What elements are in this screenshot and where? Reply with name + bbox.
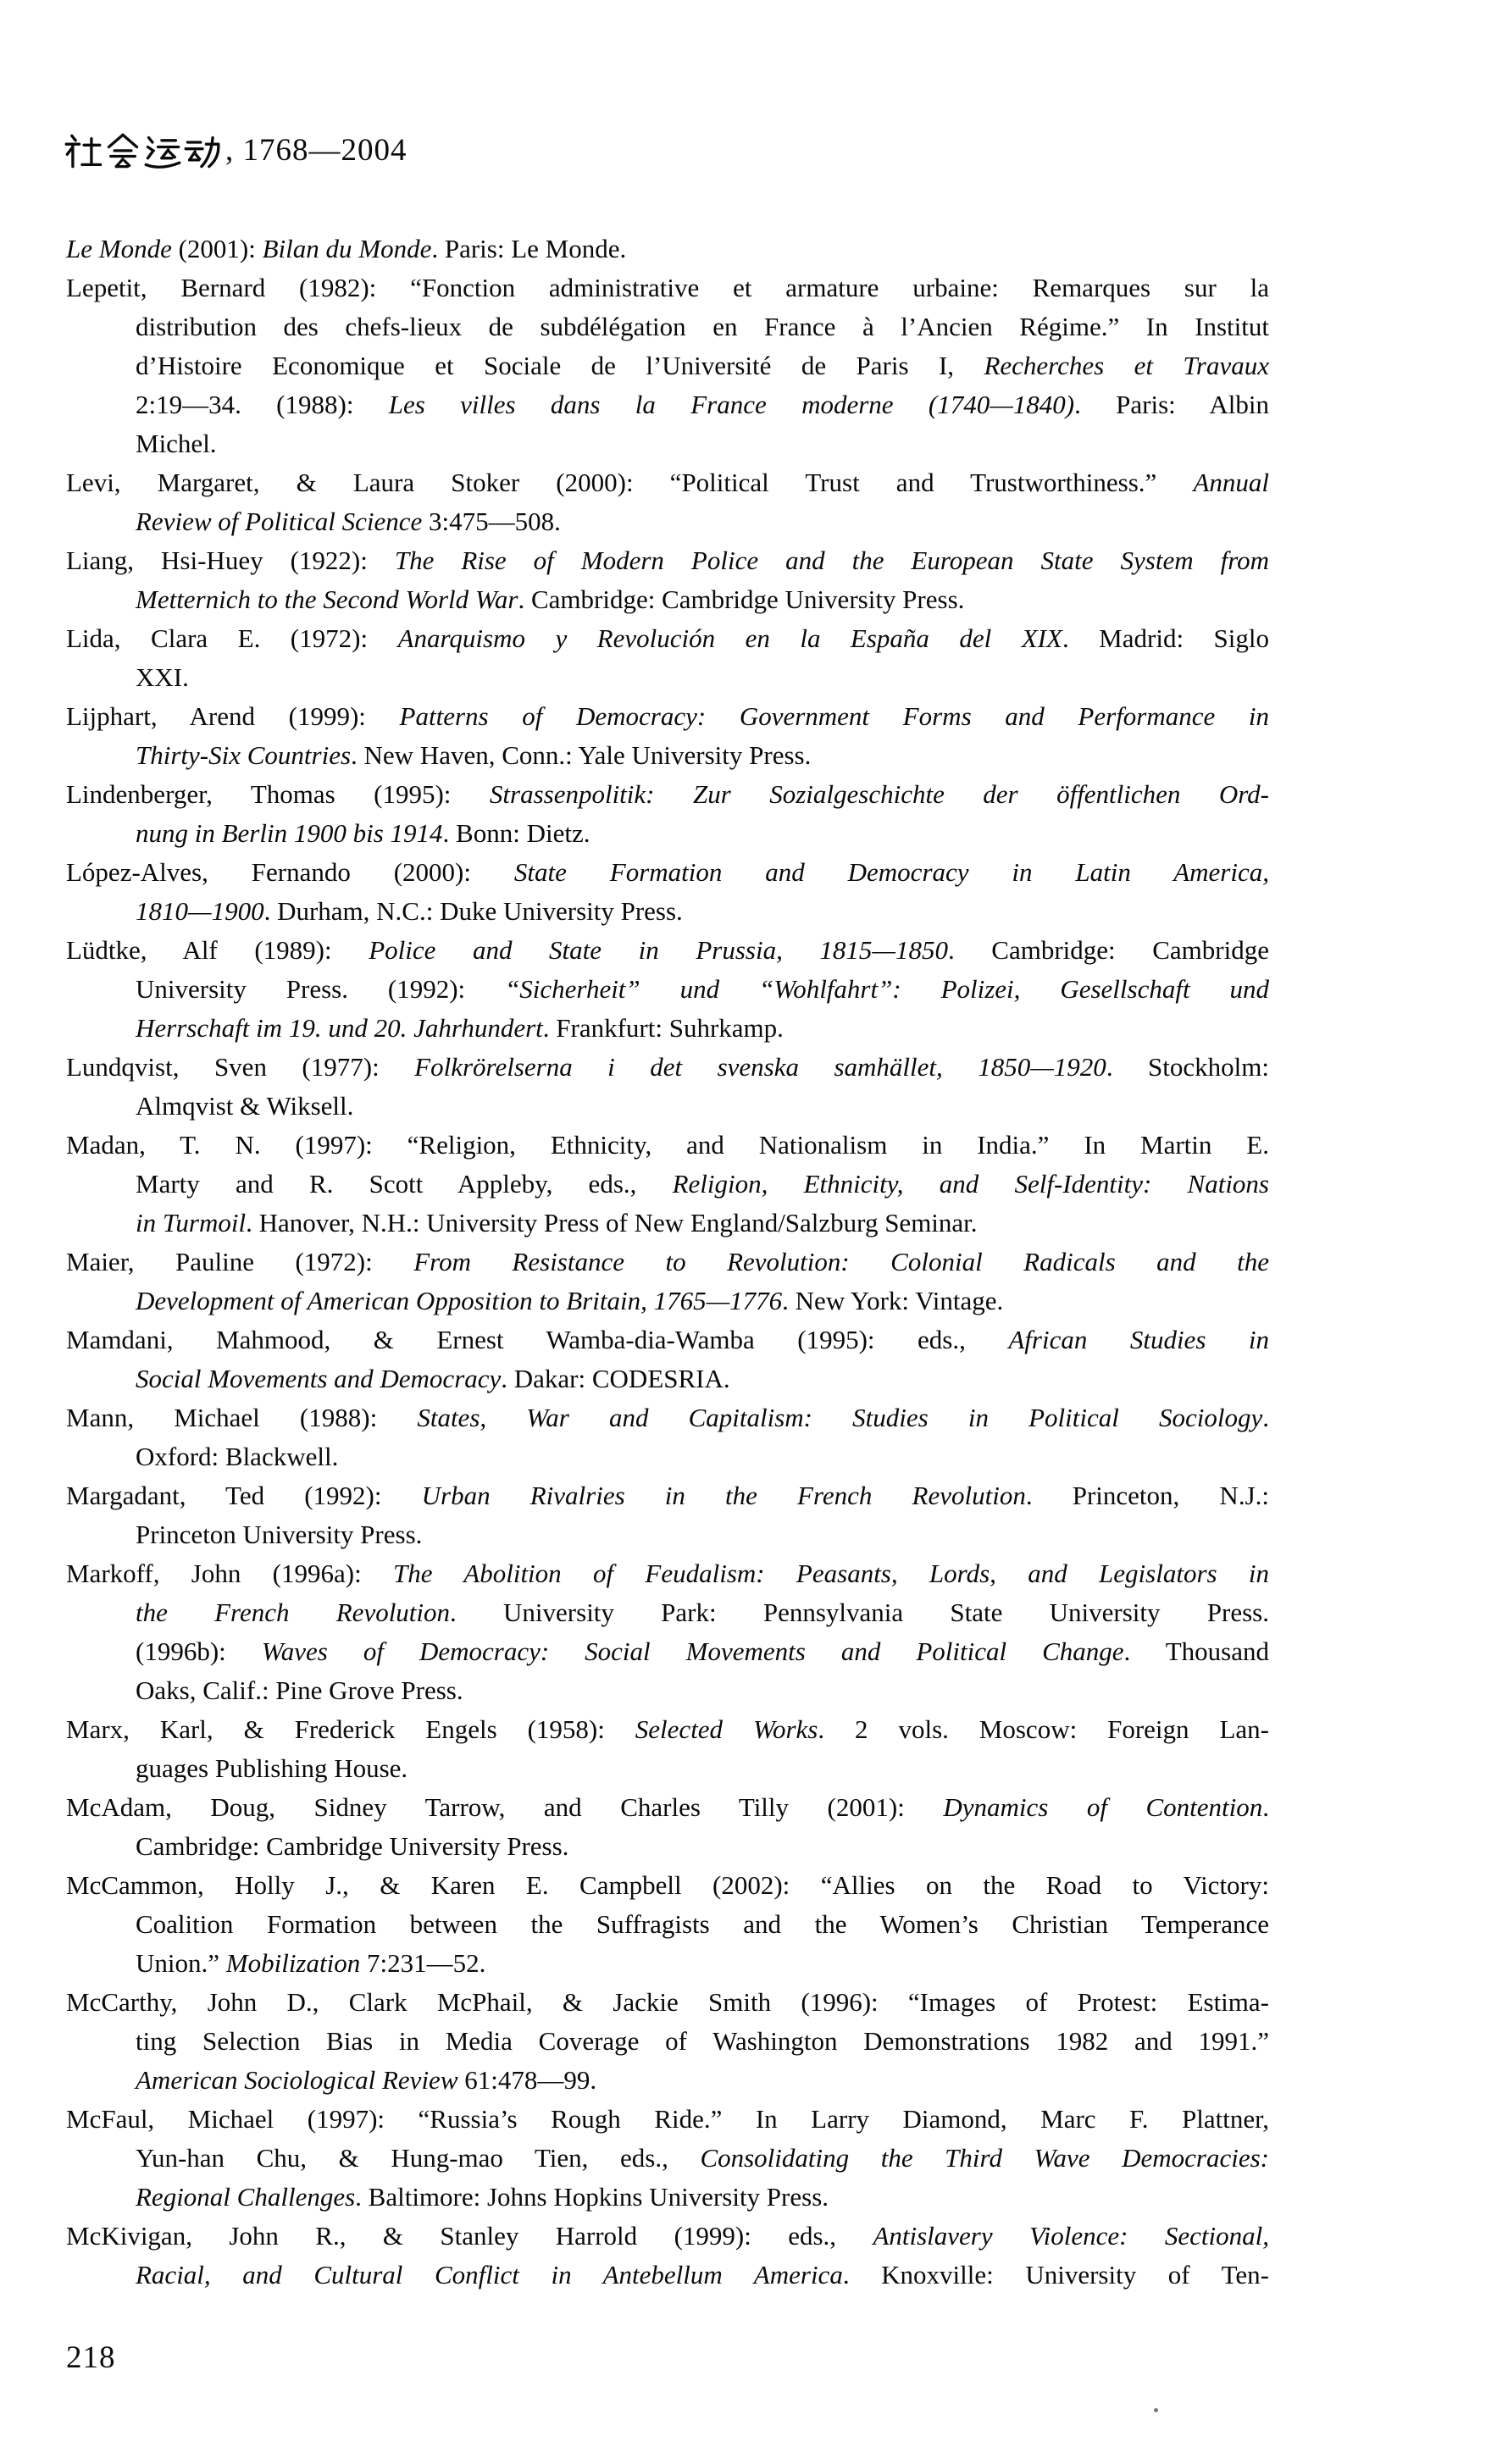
reference-line	[66, 619, 1269, 658]
reference-title-segment: Waves of Democracy: Social Movements and Political Change	[261, 1636, 1124, 1666]
reference-title-segment: Mobilization	[225, 1948, 361, 1978]
reference-line	[66, 2178, 1269, 2217]
reference-title-segment: Annual	[1193, 468, 1269, 497]
reference-line	[66, 1515, 1269, 1554]
reference-text-segment: . Princeton, N.J.:	[1025, 1481, 1269, 1510]
reference-title-segment: Recherches et Travaux	[984, 351, 1269, 380]
reference-text-segment: Yun-han Chu, & Hung-mao Tien, eds.,	[136, 2143, 701, 2173]
reference-line	[66, 1905, 1269, 1944]
reference-line	[66, 2100, 1269, 2139]
reference-title-segment: Dynamics of Contention	[943, 1792, 1263, 1822]
reference-line	[66, 697, 1269, 736]
reference-title-segment: Anarquismo y Revolución en la España del XIX	[397, 623, 1062, 653]
reference-text-segment: McFaul, Michael (1997): “Russia’s Rough Ride.” In Larry Diamond, Marc F. Plattner,	[66, 2104, 1269, 2134]
cjk-glyph-she-icon	[64, 133, 102, 170]
reference-line	[66, 2022, 1269, 2061]
reference-title-segment: Religion, Ethnicity, and Self-Identity: Nations	[672, 1169, 1269, 1199]
reference-text-segment: XXI.	[136, 662, 189, 692]
reference-text-segment: . Bonn: Dietz.	[442, 818, 590, 848]
reference-title-segment: Review of Political Science	[136, 507, 423, 536]
reference-title-segment: American Sociological Review	[136, 2065, 458, 2095]
reference-line	[66, 1204, 1269, 1243]
reference-title-segment: African Studies in	[1008, 1325, 1269, 1354]
reference-line	[66, 1087, 1269, 1126]
reference-text-segment: Princeton University Press.	[136, 1520, 423, 1549]
reference-title-segment: Antislavery Violence: Sectional,	[873, 2221, 1269, 2251]
reference-title-segment: Folkrörelserna i det svenska samhället, 1850—1920	[414, 1052, 1106, 1082]
reference-line	[66, 424, 1269, 463]
cjk-glyph-yun-icon	[144, 133, 181, 170]
reference-text-segment: . New Haven, Conn.: Yale University Press.	[351, 740, 812, 770]
reference-line	[66, 1359, 1269, 1398]
reference-text-segment: Michel.	[136, 429, 217, 458]
reference-text-segment: Maier, Pauline (1972):	[66, 1247, 414, 1276]
reference-text-segment: . Thousand	[1123, 1636, 1270, 1666]
reference-text-segment: Oxford: Blackwell.	[136, 1442, 339, 1471]
reference-text-segment: Almqvist & Wiksell.	[136, 1091, 354, 1121]
reference-line	[66, 269, 1269, 307]
reference-line	[66, 230, 1269, 269]
reference-text-segment: 3:475—508.	[422, 507, 561, 536]
reference-text-segment: d’Histoire Economique et Sociale de l’Université de Paris I,	[136, 351, 984, 380]
reference-title-segment: Selected Works	[635, 1714, 818, 1744]
reference-title-segment: Le Monde	[66, 234, 172, 263]
reference-text-segment: Lüdtke, Alf (1989):	[66, 935, 369, 965]
page-number: 218	[66, 2340, 116, 2375]
reference-text-segment: López-Alves, Fernando (2000):	[66, 857, 514, 887]
reference-text-segment: . University Park: Pennsylvania State University Press.	[450, 1597, 1269, 1627]
reference-text-segment: Lindenberger, Thomas (1995):	[66, 779, 490, 809]
reference-text-segment: (1996b):	[136, 1636, 262, 1666]
reference-line	[66, 1009, 1269, 1048]
reference-line	[66, 1282, 1269, 1321]
reference-line	[66, 1788, 1269, 1827]
reference-text-segment: . Durham, N.C.: Duke University Press.	[263, 896, 683, 926]
reference-text-segment: Marty and R. Scott Appleby, eds.,	[136, 1169, 673, 1199]
reference-text-segment: Union.”	[136, 1948, 226, 1978]
reference-text-segment: Levi, Margaret, & Laura Stoker (2000): “Political Trust and Trustworthiness.”	[66, 468, 1194, 497]
reference-line	[66, 1983, 1269, 2022]
reference-text-segment: Coalition Formation between the Suffragists and the Women’s Christian Temperance	[136, 1909, 1269, 1939]
reference-text-segment: Margadant, Ted (1992):	[66, 1481, 422, 1510]
reference-title-segment: Herrschaft im 19. und 20. Jahrhundert	[136, 1013, 543, 1043]
reference-text-segment: . Cambridge: Cambridge	[947, 935, 1269, 965]
reference-text-segment: .	[1262, 1403, 1269, 1432]
reference-title-segment: Police and State in Prussia, 1815—1850	[369, 935, 948, 965]
reference-text-segment: 7:231—52.	[360, 1948, 486, 1978]
reference-text-segment: 61:478—99.	[457, 2065, 597, 2095]
reference-line	[66, 307, 1269, 346]
reference-line	[66, 892, 1269, 931]
reference-line	[66, 1749, 1269, 1788]
reference-line	[66, 853, 1269, 892]
reference-text-segment: Lida, Clara E. (1972):	[66, 623, 398, 653]
reference-title-segment: Patterns of Democracy: Government Forms and Performance in	[399, 701, 1269, 731]
reference-text-segment: . Madrid: Siglo	[1062, 623, 1269, 653]
reference-title-segment: Urban Rivalries in the French Revolution	[421, 1481, 1026, 1510]
references-list	[66, 230, 1269, 2295]
reference-title-segment: The Abolition of Feudalism: Peasants, Lords, and Legislators in	[393, 1559, 1269, 1588]
reference-line	[66, 1243, 1269, 1282]
reference-line	[66, 1321, 1269, 1359]
running-head	[64, 125, 407, 178]
cjk-glyph-dong-icon	[184, 133, 221, 170]
reference-title-segment: Strassenpolitik: Zur Sozialgeschichte der öffentlichen Ord-	[489, 779, 1270, 809]
reference-line	[66, 2217, 1269, 2256]
reference-text-segment: ting Selection Bias in Media Coverage of Washington Demonstrations 1982 and 1991.”	[136, 2026, 1269, 2056]
reference-title-segment: Metternich to the Second World War	[136, 584, 518, 614]
reference-title-segment: Development of American Opposition to Britain, 1765—1776	[136, 1286, 783, 1315]
reference-line	[66, 1126, 1269, 1165]
reference-text-segment: Lundqvist, Sven (1977):	[66, 1052, 415, 1082]
reference-text-segment: McKivigan, John R., & Stanley Harrold (1999): eds.,	[66, 2221, 873, 2251]
reference-text-segment: Markoff, John (1996a):	[66, 1559, 394, 1588]
reference-text-segment: . Cambridge: Cambridge University Press.	[518, 584, 965, 614]
reference-title-segment: 1810—1900	[136, 896, 264, 926]
reference-line	[66, 1944, 1269, 1983]
reference-line	[66, 1398, 1269, 1437]
reference-line	[66, 814, 1269, 853]
reference-title-segment: Les villes dans la France moderne (1740—1840)	[388, 390, 1075, 419]
reference-line	[66, 2061, 1269, 2100]
reference-text-segment: . Frankfurt: Suhrkamp.	[542, 1013, 784, 1043]
reference-text-segment: (2001):	[171, 234, 263, 263]
reference-title-segment: nung in Berlin 1900 bis 1914	[136, 818, 443, 848]
reference-line	[66, 1165, 1269, 1204]
reference-line	[66, 580, 1269, 619]
reference-title-segment: Racial, and Cultural Conflict in Antebellum America	[136, 2260, 843, 2290]
reference-title-segment: Bilan du Monde	[262, 234, 432, 263]
reference-line	[66, 1476, 1269, 1515]
reference-line	[66, 1710, 1269, 1749]
reference-text-segment: . Paris: Albin	[1074, 390, 1270, 419]
header-cjk-title	[64, 133, 224, 170]
reference-text-segment: Lijphart, Arend (1999):	[66, 701, 400, 731]
reference-title-segment: in Turmoil	[136, 1208, 247, 1238]
reference-line	[66, 346, 1269, 385]
reference-text-segment: McCarthy, John D., Clark McPhail, & Jackie Smith (1996): “Images of Protest: Estima-	[66, 1987, 1269, 2017]
reference-line	[66, 2139, 1269, 2178]
reference-title-segment: Consolidating the Third Wave Democracies:	[700, 2143, 1270, 2173]
reference-line	[66, 775, 1269, 814]
reference-text-segment: .	[1262, 1792, 1269, 1822]
reference-text-segment: McAdam, Doug, Sidney Tarrow, and Charles Tilly (2001):	[66, 1792, 944, 1822]
reference-line	[66, 970, 1269, 1009]
reference-text-segment: . Stockholm:	[1106, 1052, 1269, 1082]
reference-line	[66, 463, 1269, 502]
reference-text-segment: . Baltimore: Johns Hopkins University Press.	[355, 2182, 829, 2212]
reference-text-segment: . 2 vols. Moscow: Foreign Lan-	[818, 1714, 1269, 1744]
reference-text-segment: McCammon, Holly J., & Karen E. Campbell (2002): “Allies on the Road to Victory:	[66, 1870, 1269, 1900]
reference-text-segment: . Dakar: CODESRIA.	[501, 1364, 730, 1393]
reference-text-segment: Cambridge: Cambridge University Press.	[136, 1831, 569, 1861]
header-title-suffix: , 1768—2004	[225, 132, 407, 168]
reference-text-segment: Liang, Hsi-Huey (1922):	[66, 545, 395, 575]
reference-text-segment: University Press. (1992):	[136, 974, 506, 1004]
reference-line	[66, 1048, 1269, 1087]
cjk-glyph-hui-icon	[104, 133, 141, 170]
reference-line	[66, 502, 1269, 541]
reference-text-segment: . Paris: Le Monde.	[431, 234, 627, 263]
reference-line	[66, 2256, 1269, 2295]
reference-title-segment: State Formation and Democracy in Latin America,	[513, 857, 1269, 887]
reference-title-segment: The Rise of Modern Police and the European State System from	[394, 545, 1269, 575]
reference-text-segment: Marx, Karl, & Frederick Engels (1958):	[66, 1714, 635, 1744]
reference-title-segment: Social Movements and Democracy	[136, 1364, 502, 1393]
reference-text-segment: Madan, T. N. (1997): “Religion, Ethnicity, and Nationalism in India.” In Martin E.	[66, 1130, 1269, 1160]
reference-title-segment: “Sicherheit” und “Wohlfahrt”: Polizei, Gesellschaft und	[505, 974, 1269, 1004]
reference-text-segment: distribution des chefs-lieux de subdélégation en France à l’Ancien Régime.” In Institut	[136, 312, 1269, 341]
reference-text-segment: Mamdani, Mahmood, & Ernest Wamba-dia-Wamba (1995): eds.,	[66, 1325, 1009, 1354]
reference-line	[66, 658, 1269, 697]
reference-line	[66, 1593, 1269, 1632]
reference-title-segment: Thirty-Six Countries	[136, 740, 352, 770]
reference-text-segment: Lepetit, Bernard (1982): “Fonction administrative et armature urbaine: Remarques sur la	[66, 273, 1269, 302]
scan-speck	[1154, 2408, 1158, 2412]
reference-text-segment: Mann, Michael (1988):	[66, 1403, 418, 1432]
reference-line	[66, 1866, 1269, 1905]
reference-line	[66, 1437, 1269, 1476]
reference-title-segment: States, War and Capitalism: Studies in Political Sociology	[417, 1403, 1263, 1432]
reference-title-segment: Regional Challenges	[136, 2182, 356, 2212]
reference-title-segment: From Resistance to Revolution: Colonial Radicals and the	[413, 1247, 1269, 1276]
reference-line	[66, 541, 1269, 580]
reference-text-segment: . Hanover, N.H.: University Press of New England/Salzburg Seminar.	[246, 1208, 978, 1238]
reference-title-segment: the French Revolution	[136, 1597, 451, 1627]
reference-line	[66, 736, 1269, 775]
reference-line	[66, 1554, 1269, 1593]
reference-text-segment: 2:19—34. (1988):	[136, 390, 389, 419]
reference-text-segment: . New York: Vintage.	[782, 1286, 1004, 1315]
reference-text-segment: Oaks, Calif.: Pine Grove Press.	[136, 1675, 463, 1705]
reference-line	[66, 1632, 1269, 1671]
reference-line	[66, 931, 1269, 970]
reference-line	[66, 1671, 1269, 1710]
reference-text-segment: guages Publishing House.	[136, 1753, 408, 1783]
reference-line	[66, 385, 1269, 424]
reference-text-segment: . Knoxville: University of Ten-	[842, 2260, 1269, 2290]
reference-line	[66, 1827, 1269, 1866]
